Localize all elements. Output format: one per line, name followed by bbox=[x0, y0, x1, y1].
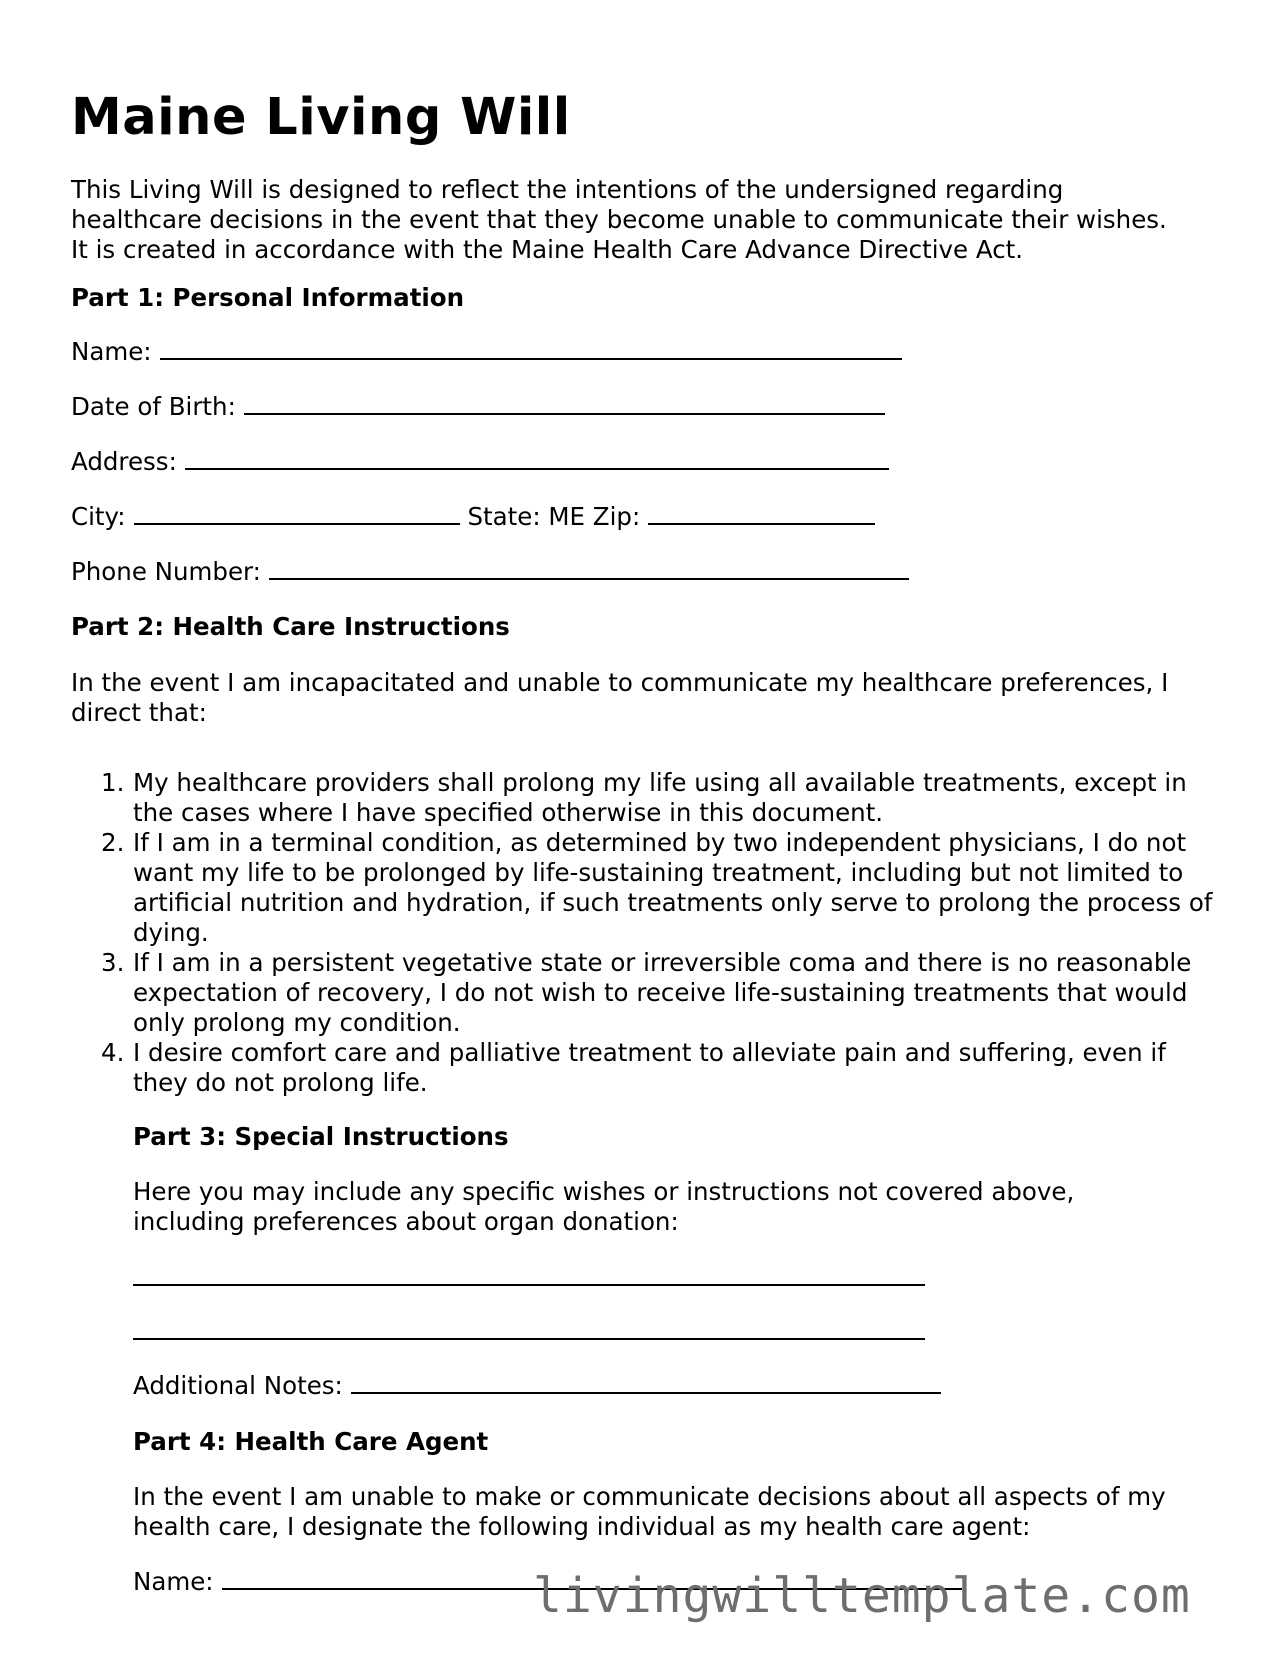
special-instructions-line-2 bbox=[133, 1316, 925, 1347]
instruction-1-text: My healthcare providers shall prolong my life using all available treatments, except in the cases where I have specified otherwise in this document. bbox=[133, 768, 1187, 827]
name-field bbox=[71, 336, 902, 367]
special-instructions-input-line[interactable] bbox=[133, 1316, 925, 1340]
watermark: livingwilltemplate.com bbox=[533, 1568, 1191, 1624]
city-input-line[interactable] bbox=[134, 501, 460, 525]
instruction-4-text: I desire comfort care and palliative treatment to alleviate pain and suffering, even if they do not prolong life. bbox=[133, 1038, 1166, 1097]
zip-input-line[interactable] bbox=[648, 501, 875, 525]
dob-input-line[interactable] bbox=[244, 391, 885, 415]
intro-paragraph: This Living Will is designed to reflect the intentions of the undersigned regarding healthcare decisions in the event that they become unable to communicate their wishes. It is created in accordance with the Maine Health Care Advance Directive Act. bbox=[71, 175, 1167, 264]
agent-name-label: Name: bbox=[133, 1567, 214, 1596]
part3-heading: Part 3: Special Instructions bbox=[133, 1122, 509, 1151]
part4-intro: In the event I am unable to make or communicate decisions about all aspects of my health care, I designate the following individual as my health care agent: bbox=[133, 1482, 1166, 1541]
instructions-list bbox=[71, 768, 1221, 1098]
instruction-2-text: If I am in a terminal condition, as determined by two independent physicians, I do not want my life to be prolonged by life-sustaining treatment, including but not limited to artificial nutrition and hydration, if such treatments only serve to prolong the process of dying. bbox=[133, 828, 1213, 947]
city-label: City: bbox=[71, 502, 126, 531]
address-label: Address: bbox=[71, 447, 177, 476]
list-item: 4. I desire comfort care and palliative treatment to alleviate pain and suffering, even if they do not prolong life. bbox=[101, 1038, 1166, 1097]
additional-notes-field bbox=[133, 1370, 941, 1401]
additional-notes-input-line[interactable] bbox=[351, 1370, 941, 1394]
phone-label: Phone Number: bbox=[71, 557, 261, 586]
list-item: 1. My healthcare providers shall prolong my life using all available treatments, except in the cases where I have specified otherwise in this document. bbox=[101, 768, 1187, 827]
part1-heading: Part 1: Personal Information bbox=[71, 283, 465, 312]
phone-field bbox=[71, 556, 909, 587]
address-input-line[interactable] bbox=[185, 446, 889, 470]
phone-input-line[interactable] bbox=[269, 556, 909, 580]
instruction-3-text: If I am in a persistent vegetative state or irreversible coma and there is no reasonable expectation of recovery, I do not wish to receive life-sustaining treatments that would only prolong my condition. bbox=[133, 948, 1192, 1037]
list-item: 2. If I am in a terminal condition, as determined by two independent physicians, I do not want my life to be prolonged by life-sustaining treatment, including but not limited to artificial nutrition and hydration, if such treatments only serve to prolong the process of dying. bbox=[101, 828, 1213, 947]
document-title: Maine Living Will bbox=[71, 88, 571, 147]
special-instructions-input-line[interactable] bbox=[133, 1262, 925, 1286]
part3-intro: Here you may include any specific wishes or instructions not covered above, including preferences about organ donation: bbox=[133, 1177, 1075, 1236]
list-item: 3. If I am in a persistent vegetative state or irreversible coma and there is no reasonable expectation of recovery, I do not wish to receive life-sustaining treatments that would only prolong my condition. bbox=[101, 948, 1192, 1037]
additional-notes-label: Additional Notes: bbox=[133, 1371, 343, 1400]
dob-label: Date of Birth: bbox=[71, 392, 236, 421]
name-input-line[interactable] bbox=[160, 336, 902, 360]
special-instructions-line-1 bbox=[133, 1262, 925, 1293]
name-label: Name: bbox=[71, 337, 152, 366]
part2-intro: In the event I am incapacitated and unable to communicate my healthcare preferences, I direct that: bbox=[71, 668, 1169, 727]
part4-heading: Part 4: Health Care Agent bbox=[133, 1427, 489, 1456]
part2-heading: Part 2: Health Care Instructions bbox=[71, 612, 510, 641]
state-zip-label: State: ME Zip: bbox=[467, 502, 641, 531]
dob-field bbox=[71, 391, 885, 422]
address-field bbox=[71, 446, 889, 477]
city-state-zip-field bbox=[71, 501, 875, 532]
